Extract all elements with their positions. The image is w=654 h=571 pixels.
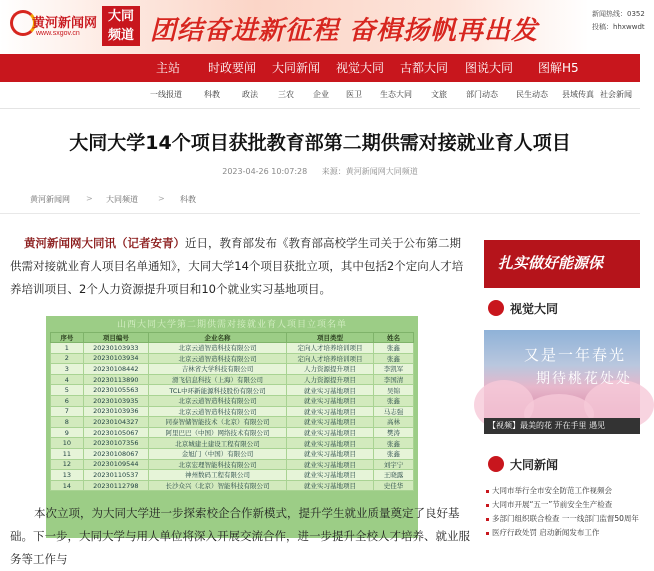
news-list-item[interactable]: 多部门组织联合检查 一一线部门监督50周年 xyxy=(484,512,640,526)
article-paragraph: 本次立项，为大同大学进一步探索校企合作新模式，提升学生就业质量奠定了良好基础。下一步，大同大学与用人单位将深入开展交流合作，进一步提升全校人才培养、就业服务等工作与 xyxy=(10,506,470,566)
table-title: 山西大同大学第二期供需对接就业育人项目立项名单 xyxy=(116,320,347,330)
article-title: 大同大学14个项目获批教育部第二期供需对接就业育人项目 xyxy=(69,132,571,154)
article-date: 2023-04-26 10:07:28 xyxy=(222,167,308,176)
table-row xyxy=(51,374,414,385)
table-cell: 同泰智储智能技术（北京）有限公司 xyxy=(148,417,286,428)
breadcrumb-item[interactable]: 大同频道 xyxy=(106,195,138,204)
table-cell: 8 xyxy=(51,417,84,428)
table-header: 项目类型 xyxy=(286,333,373,343)
table-cell: 史佳华 xyxy=(374,480,414,491)
main-nav xyxy=(0,54,640,82)
table-header-row xyxy=(51,333,414,343)
sub-nav xyxy=(0,86,640,104)
table-row xyxy=(51,438,414,449)
table-cell: 张鑫 xyxy=(374,353,414,364)
table-cell: 北京云道智造科技有限公司 xyxy=(148,406,286,417)
table-cell: 5 xyxy=(51,385,84,396)
table-header: 姓名 xyxy=(374,333,414,343)
subnav-item[interactable]: 医卫 xyxy=(346,90,362,99)
table-row xyxy=(51,470,414,481)
site-name: 黄河新闻网 xyxy=(32,15,98,30)
breadcrumb-separator: > xyxy=(86,194,93,203)
subnav-item[interactable]: 县域传真 xyxy=(562,90,594,99)
table-cell: 李凯军 xyxy=(374,364,414,375)
table-cell: 刘宇宁 xyxy=(374,459,414,470)
news-list-item[interactable]: 大同市举行全市安全防范工作视频会 xyxy=(484,484,640,498)
table-cell: 北京云道智造科技有限公司 xyxy=(148,343,286,354)
table-cell: 4 xyxy=(51,374,84,385)
breadcrumb-item[interactable]: 科教 xyxy=(180,195,196,204)
news-list-item[interactable]: 大同市开展“五一”节前安全生产检查 xyxy=(484,498,640,512)
table-cell: TCL中环新能源科技股份有限公司 xyxy=(148,385,286,396)
table-row xyxy=(51,448,414,459)
table-cell: 阿里巴巴（中国）网络技术有限公司 xyxy=(148,427,286,438)
nav-item-visual[interactable]: 视觉大同 xyxy=(336,61,385,75)
contact-line: 新闻热线：0352 xyxy=(592,10,645,18)
table-cell: 人力资源提升项目 xyxy=(286,374,373,385)
nav-item-home[interactable]: 主站 xyxy=(156,61,181,75)
table-cell: 20230109544 xyxy=(83,459,148,470)
table-row xyxy=(51,343,414,354)
subnav-item[interactable]: 一线报道 xyxy=(150,90,182,99)
table-row xyxy=(51,353,414,364)
table-cell: 20230103933 xyxy=(83,343,148,354)
table-cell: 就业实习基地项目 xyxy=(286,427,373,438)
table-cell: 长沙众兴（北京）智能科技有限公司 xyxy=(148,480,286,491)
table-cell: 高林 xyxy=(374,417,414,428)
header-contact xyxy=(592,8,645,34)
photo-overlay-text: 期待桃花处处 xyxy=(536,371,632,387)
nav-item-politics[interactable]: 时政要闻 xyxy=(208,61,257,75)
table-cell: 滑飞信息科技（上海）有限公司 xyxy=(148,374,286,385)
table-cell: 2 xyxy=(51,353,84,364)
subnav-item[interactable]: 科教 xyxy=(204,90,220,99)
table-cell: 20230108442 xyxy=(83,364,148,375)
table-cell: 定向人才培养培训项目 xyxy=(286,343,373,354)
table-row xyxy=(51,480,414,491)
table-cell: 20230103935 xyxy=(83,395,148,406)
table-header: 企业名称 xyxy=(148,333,286,343)
section-bullet-icon xyxy=(488,300,504,316)
table-cell: 20230112798 xyxy=(83,480,148,491)
article-paragraph xyxy=(10,232,470,301)
channel-badge[interactable] xyxy=(102,6,140,46)
table-cell: 神州数码工程有限公司 xyxy=(148,470,286,481)
table-cell: 20230103934 xyxy=(83,353,148,364)
table-cell: 张鑫 xyxy=(374,395,414,406)
table-row xyxy=(51,459,414,470)
table-cell: 20230103936 xyxy=(83,406,148,417)
site-url: www.sxgov.cn xyxy=(36,30,80,37)
table-row xyxy=(51,395,414,406)
divider xyxy=(0,213,640,214)
table-cell: 20230113890 xyxy=(83,374,148,385)
section-heading-label: 视觉大同 xyxy=(510,302,559,316)
table-cell: 就业实习基地项目 xyxy=(286,470,373,481)
table-cell: 就业实习基地项目 xyxy=(286,406,373,417)
table-cell: 定向人才培养培训项目 xyxy=(286,353,373,364)
table-cell: 就业实习基地项目 xyxy=(286,385,373,396)
table-cell: 20230105563 xyxy=(83,385,148,396)
subnav-item[interactable]: 社会新闻 xyxy=(600,90,632,99)
table-cell: 北京云道智造科技有限公司 xyxy=(148,395,286,406)
subnav-item[interactable]: 民生动态 xyxy=(516,90,548,99)
table-cell: 吉林省大学科技有限公司 xyxy=(148,364,286,375)
table-body xyxy=(51,343,414,491)
nav-item-pictures[interactable]: 图说大同 xyxy=(465,61,514,75)
subnav-item[interactable]: 企业 xyxy=(313,90,329,99)
table-cell: 1 xyxy=(51,343,84,354)
table-cell: 李国清 xyxy=(374,374,414,385)
table-cell: 张鑫 xyxy=(374,438,414,449)
table-cell: 就业实习基地项目 xyxy=(286,459,373,470)
table-cell: 王晓露 xyxy=(374,470,414,481)
table-cell: 20230108067 xyxy=(83,448,148,459)
breadcrumb-separator: > xyxy=(158,194,165,203)
table-cell: 就业实习基地项目 xyxy=(286,395,373,406)
breadcrumb xyxy=(0,188,640,212)
table-row xyxy=(51,406,414,417)
contact-line: 投稿：hhxwwdt xyxy=(592,23,645,31)
banner-slogan: 团结奋进新征程 奋楫扬帆再出发 xyxy=(150,16,539,46)
table-cell: 13 xyxy=(51,470,84,481)
table-row xyxy=(51,385,414,396)
subnav-item[interactable]: 三农 xyxy=(278,90,294,99)
table-cell: 20230107356 xyxy=(83,438,148,449)
table-cell: 20230105067 xyxy=(83,427,148,438)
table-cell: 马志强 xyxy=(374,406,414,417)
photo-overlay-text: 又是一年春光 xyxy=(524,346,627,364)
nav-item-datong-news[interactable]: 大同新闻 xyxy=(272,61,321,75)
table-cell: 12 xyxy=(51,459,84,470)
subnav-item[interactable]: 文旅 xyxy=(431,90,447,99)
subnav-item[interactable]: 生态大同 xyxy=(380,90,412,99)
table-cell: 金旭门（中国）有限公司 xyxy=(148,448,286,459)
table-cell: 人力资源提升项目 xyxy=(286,364,373,375)
table-cell: 20230110537 xyxy=(83,470,148,481)
article-lead: 黄河新闻网大同讯（记者安青） xyxy=(24,236,185,250)
nav-item-h5[interactable]: 图解H5 xyxy=(538,61,579,75)
subnav-item[interactable]: 部门动态 xyxy=(466,90,498,99)
table-cell: 就业实习基地项目 xyxy=(286,438,373,449)
table-row xyxy=(51,427,414,438)
table-cell: 就业实习基地项目 xyxy=(286,417,373,428)
table-cell: 北京城建土建设工程有限公司 xyxy=(148,438,286,449)
breadcrumb-item[interactable]: 黄河新闻网 xyxy=(30,195,70,204)
photo-caption[interactable]: 【视频】最美的花 开在手里 遇见 xyxy=(484,418,640,434)
sidebar-ad-banner[interactable] xyxy=(484,240,640,288)
table-header: 项目编号 xyxy=(83,333,148,343)
section-bullet-icon xyxy=(488,456,504,472)
section-heading-news xyxy=(488,456,558,473)
visual-photo[interactable] xyxy=(484,330,640,418)
table-cell: 11 xyxy=(51,448,84,459)
divider xyxy=(0,108,640,109)
article-meta xyxy=(0,166,640,177)
table-cell: 9 xyxy=(51,427,84,438)
channel-label: 大同频道 xyxy=(107,9,134,43)
site-logo[interactable] xyxy=(10,6,100,44)
subnav-item[interactable]: 政法 xyxy=(242,90,258,99)
ad-text: 扎实做好能源保 xyxy=(498,254,604,272)
table-cell: 10 xyxy=(51,438,84,449)
table-cell: 张鑫 xyxy=(374,343,414,354)
table-row xyxy=(51,364,414,375)
table-cell: 北京云道智造科技有限公司 xyxy=(148,353,286,364)
table-header: 序号 xyxy=(51,333,84,343)
header-banner xyxy=(0,0,645,54)
table-cell: 7 xyxy=(51,406,84,417)
table-cell: 3 xyxy=(51,364,84,375)
nav-item-ancient[interactable]: 古都大同 xyxy=(400,61,449,75)
table-cell: 北京宏理智能科技有限公司 xyxy=(148,459,286,470)
sidebar-news-list xyxy=(484,484,640,540)
article-source: 来源：黄河新闻网大同频道 xyxy=(321,167,418,176)
table-row xyxy=(51,417,414,428)
table-cell: 20230104327 xyxy=(83,417,148,428)
table-cell: 14 xyxy=(51,480,84,491)
table-cell: 樊涛 xyxy=(374,427,414,438)
table-cell: 就业实习基地项目 xyxy=(286,480,373,491)
article-text: 近日，教育部发布《教育部高校学生司关于公布第二期供需对接就业育人项目名单通知》，大同大学14个项目获批立项，其中包括2个定向人才培养培训项目、2个人力资源提升项目和10个就业实习基地项目。 xyxy=(10,236,464,296)
section-heading-visual xyxy=(488,300,558,317)
table-cell: 6 xyxy=(51,395,84,406)
project-table xyxy=(50,332,414,491)
table-cell: 吴锦 xyxy=(374,385,414,396)
table-cell: 就业实习基地项目 xyxy=(286,448,373,459)
table-cell: 张鑫 xyxy=(374,448,414,459)
news-list-item[interactable]: 医疗行政处罚 启动新闻发布工作 xyxy=(484,526,640,540)
section-heading-label: 大同新闻 xyxy=(510,458,559,472)
